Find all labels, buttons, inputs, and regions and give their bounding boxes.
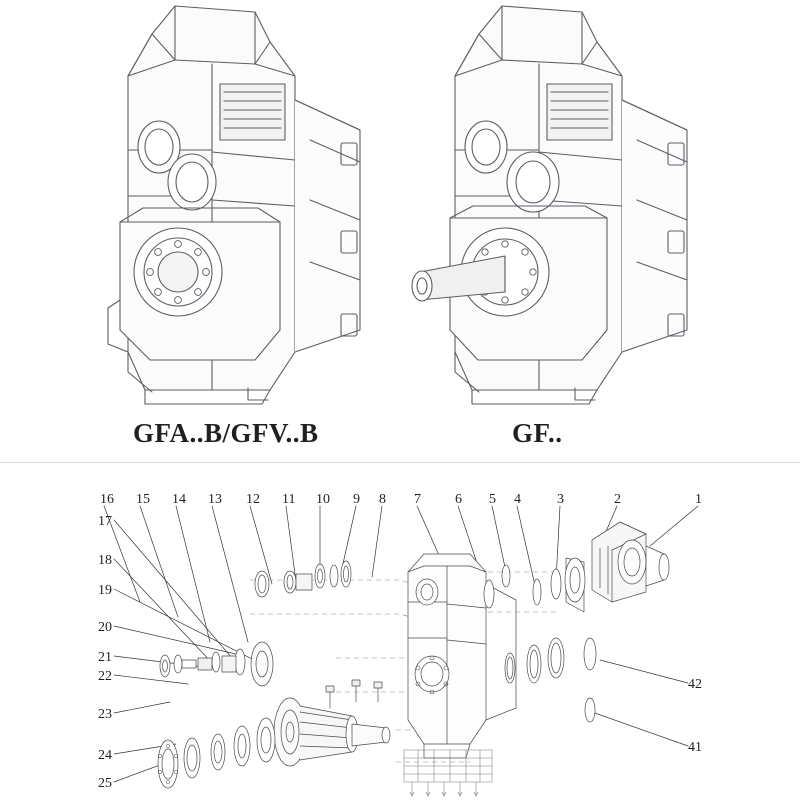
callout-14: 14: [172, 492, 186, 507]
callout-2: 2: [614, 492, 621, 507]
callout-5: 5: [489, 492, 496, 507]
callout-21: 21: [98, 650, 112, 665]
callout-15: 15: [136, 492, 150, 507]
caption-right: GF..: [512, 418, 563, 448]
callout-25: 25: [98, 776, 112, 791]
callout-24: 24: [98, 748, 112, 763]
callout-19: 19: [98, 583, 112, 598]
callout-10: 10: [316, 492, 330, 507]
callout-42: 42: [688, 677, 702, 692]
callout-17: 17: [98, 514, 112, 529]
callout-4: 4: [514, 492, 521, 507]
callout-11: 11: [282, 492, 296, 507]
callout-3: 3: [557, 492, 564, 507]
callout-8: 8: [379, 492, 386, 507]
callout-41: 41: [688, 740, 702, 755]
callout-18: 18: [98, 553, 112, 568]
exploded-parts-view: [0, 462, 800, 800]
callout-12: 12: [246, 492, 260, 507]
callout-23: 23: [98, 707, 112, 722]
caption-left: GFA..B/GFV..B: [133, 418, 319, 448]
callout-20: 20: [98, 620, 112, 635]
callout-22: 22: [98, 669, 112, 684]
callout-6: 6: [455, 492, 462, 507]
callout-9: 9: [353, 492, 360, 507]
exploded-assembly-drawing: [0, 462, 800, 800]
callout-16: 16: [100, 492, 114, 507]
callout-13: 13: [208, 492, 222, 507]
callout-7: 7: [414, 492, 421, 507]
callout-1: 1: [695, 492, 702, 507]
